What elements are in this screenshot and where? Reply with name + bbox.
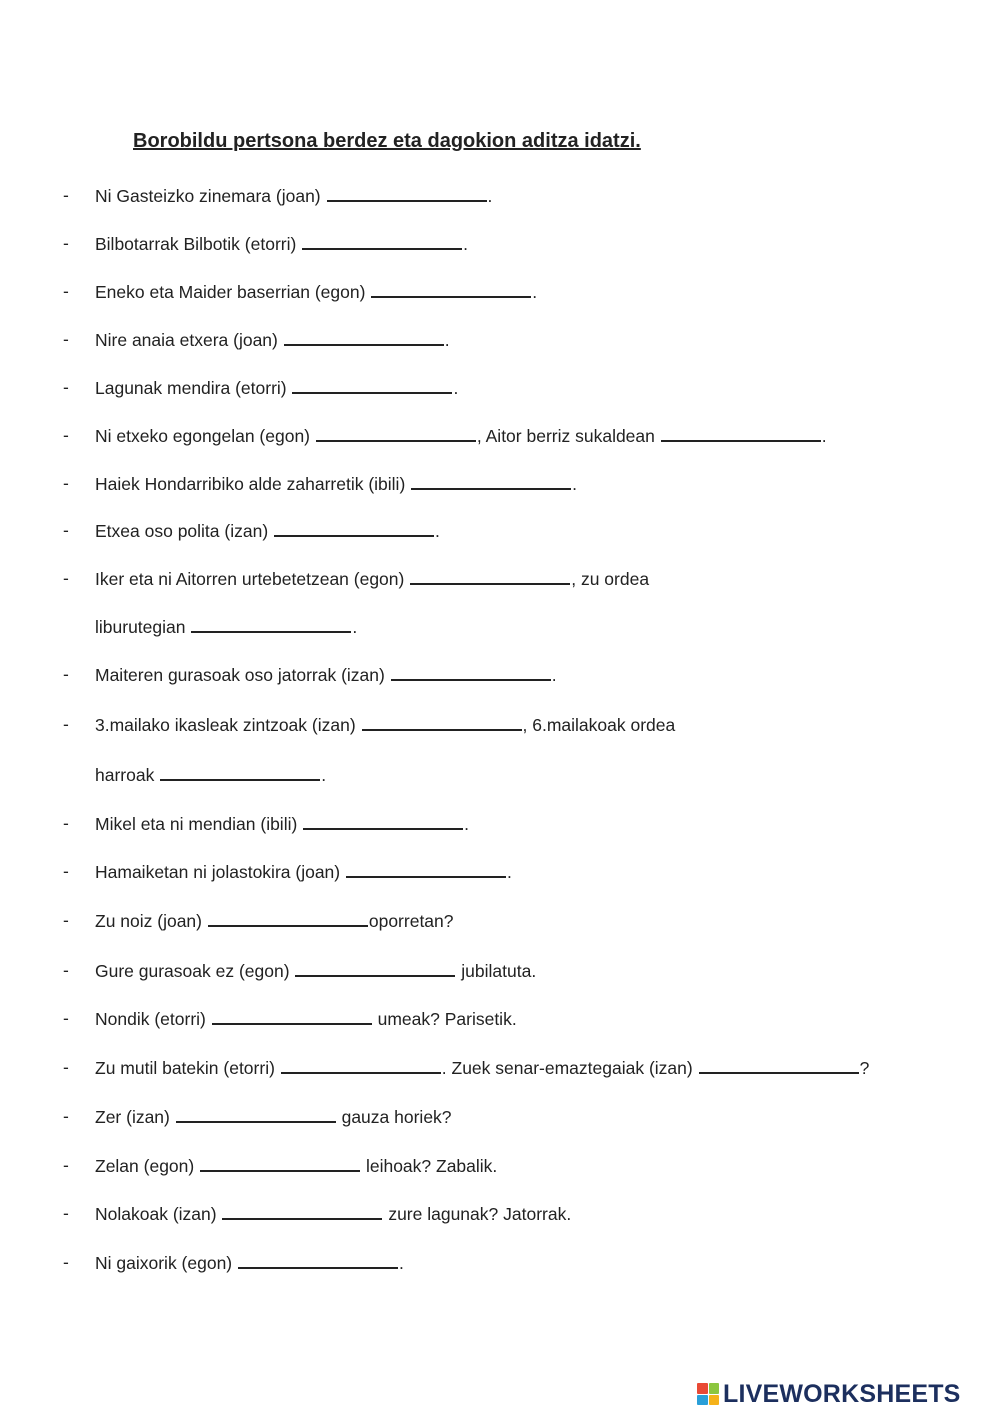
sentence-text: . xyxy=(464,814,470,834)
liveworksheets-logo xyxy=(697,1378,961,1410)
sentence-text: . Zuek senar-emaztegaiak (izan) xyxy=(441,1058,698,1078)
bullet-dash: - xyxy=(63,185,69,205)
sentence-text: leihoak? Zabalik. xyxy=(361,1156,498,1176)
exercise-sentence xyxy=(95,183,492,208)
sentence-text: liburutegian xyxy=(95,617,191,637)
bullet-dash: - xyxy=(63,1155,69,1175)
answer-blank[interactable] xyxy=(303,811,463,830)
exercise-sentence xyxy=(95,662,557,687)
exercise-sentence xyxy=(95,1006,517,1031)
sentence-text: harroak xyxy=(95,765,160,785)
bullet-dash: - xyxy=(63,1106,69,1126)
sentence-text: Zu mutil batekin (etorri) xyxy=(95,1058,280,1078)
bullet-dash: - xyxy=(63,664,69,684)
exercise-sentence xyxy=(95,908,454,933)
sentence-text: Lagunak mendira (etorri) xyxy=(95,378,292,398)
sentence-text: . xyxy=(453,378,459,398)
exercise-sentence xyxy=(95,811,469,836)
exercise-sentence xyxy=(95,566,649,591)
bullet-dash: - xyxy=(63,377,69,397)
sentence-text: jubilatuta. xyxy=(456,961,537,981)
logo-square-2 xyxy=(709,1383,720,1394)
answer-blank[interactable] xyxy=(176,1104,336,1123)
bullet-dash: - xyxy=(63,233,69,253)
worksheet-title: Borobildu pertsona berdez eta dagokion aditza idatzi. xyxy=(133,130,641,152)
answer-blank[interactable] xyxy=(200,1153,360,1172)
answer-blank[interactable] xyxy=(411,471,571,490)
sentence-text: Mikel eta ni mendian (ibili) xyxy=(95,814,303,834)
sentence-text: Bilbotarrak Bilbotik (etorri) xyxy=(95,234,302,254)
sentence-text: Maiteren gurasoak oso jatorrak (izan) xyxy=(95,665,390,685)
bullet-dash: - xyxy=(63,520,69,540)
sentence-text: . xyxy=(487,186,493,206)
exercise-sentence xyxy=(95,762,326,787)
sentence-text: zure lagunak? Jatorrak. xyxy=(383,1204,572,1224)
sentence-text: Zer (izan) xyxy=(95,1107,175,1127)
sentence-text: , zu ordea xyxy=(571,569,650,589)
sentence-text: Gure gurasoak ez (egon) xyxy=(95,961,295,981)
exercise-sentence xyxy=(95,231,468,256)
logo-square-1 xyxy=(697,1383,708,1394)
bullet-dash: - xyxy=(63,960,69,980)
exercise-sentence xyxy=(95,1153,497,1178)
sentence-text: Nondik (etorri) xyxy=(95,1009,211,1029)
bullet-dash: - xyxy=(63,1203,69,1223)
exercise-sentence xyxy=(95,958,536,983)
answer-blank[interactable] xyxy=(281,1055,441,1074)
sentence-text: Nolakoak (izan) xyxy=(95,1204,222,1224)
answer-blank[interactable] xyxy=(362,712,522,731)
bullet-dash: - xyxy=(63,473,69,493)
answer-blank[interactable] xyxy=(316,423,476,442)
sentence-text: 3.mailako ikasleak zintzoak (izan) xyxy=(95,715,361,735)
bullet-dash: - xyxy=(63,910,69,930)
sentence-text: . xyxy=(506,862,512,882)
sentence-text: . xyxy=(321,765,327,785)
answer-blank[interactable] xyxy=(191,614,351,633)
exercise-sentence xyxy=(95,1104,452,1129)
sentence-text: . xyxy=(463,234,469,254)
sentence-text: oporretan? xyxy=(368,911,454,931)
answer-blank[interactable] xyxy=(410,566,570,585)
bullet-dash: - xyxy=(63,425,69,445)
bullet-dash: - xyxy=(63,1008,69,1028)
answer-blank[interactable] xyxy=(238,1250,398,1269)
sentence-text: . xyxy=(399,1253,404,1273)
sentence-text: Nire anaia etxera (joan) xyxy=(95,330,283,350)
answer-blank[interactable] xyxy=(222,1201,382,1220)
answer-blank[interactable] xyxy=(212,1006,372,1025)
sentence-text: umeak? Parisetik. xyxy=(372,1009,517,1029)
exercise-sentence xyxy=(95,1201,571,1226)
sentence-text: Zelan (egon) xyxy=(95,1156,200,1176)
answer-blank[interactable] xyxy=(284,327,444,346)
answer-blank[interactable] xyxy=(346,859,506,878)
bullet-dash: - xyxy=(63,1252,69,1272)
sentence-text: Ni etxeko egongelan (egon) xyxy=(95,426,315,446)
sentence-text: . xyxy=(551,665,557,685)
exercise-sentence xyxy=(95,423,827,448)
sentence-text: Haiek Hondarribiko alde zaharretik (ibili) xyxy=(95,474,411,494)
sentence-text: . xyxy=(572,474,578,494)
sentence-text: Eneko eta Maider baserrian (egon) xyxy=(95,282,371,302)
exercise-sentence xyxy=(95,327,450,352)
sentence-text: Etxea oso polita (izan) xyxy=(95,521,274,541)
exercise-sentence xyxy=(95,518,440,543)
exercise-sentence xyxy=(95,279,537,304)
exercise-sentence xyxy=(95,471,577,496)
sentence-text: . xyxy=(435,521,440,541)
sentence-text: Ni gaixorik (egon) xyxy=(95,1253,237,1273)
exercise-sentence xyxy=(95,712,675,737)
sentence-text: . xyxy=(821,426,827,446)
bullet-dash: - xyxy=(63,329,69,349)
bullet-dash: - xyxy=(63,813,69,833)
exercise-sentence xyxy=(95,375,458,400)
sentence-text: ? xyxy=(859,1058,870,1078)
answer-blank[interactable] xyxy=(295,958,455,977)
answer-blank[interactable] xyxy=(302,231,462,250)
bullet-dash: - xyxy=(63,1057,69,1077)
answer-blank[interactable] xyxy=(327,183,487,202)
sentence-text: . xyxy=(444,330,450,350)
exercise-sentence xyxy=(95,1055,869,1080)
exercise-sentence xyxy=(95,614,357,639)
answer-blank[interactable] xyxy=(371,279,531,298)
sentence-text: , 6.mailakoak ordea xyxy=(522,715,676,735)
sentence-text: . xyxy=(352,617,358,637)
answer-blank[interactable] xyxy=(391,662,551,681)
sentence-text: gauza horiek? xyxy=(336,1107,452,1127)
sentence-text: , Aitor berriz sukaldean xyxy=(476,426,660,446)
sentence-text: Zu noiz (joan) xyxy=(95,911,207,931)
answer-blank[interactable] xyxy=(160,762,320,781)
bullet-dash: - xyxy=(63,714,69,734)
answer-blank[interactable] xyxy=(661,423,821,442)
logo-square-3 xyxy=(697,1395,708,1406)
sentence-text: Iker eta ni Aitorren urtebetetzean (egon) xyxy=(95,569,410,589)
answer-blank[interactable] xyxy=(292,375,452,394)
sentence-text: . xyxy=(532,282,538,302)
bullet-dash: - xyxy=(63,281,69,301)
liveworksheets-logo-icon xyxy=(697,1383,719,1405)
logo-square-4 xyxy=(709,1395,720,1406)
answer-blank[interactable] xyxy=(274,518,434,537)
bullet-dash: - xyxy=(63,861,69,881)
answer-blank[interactable] xyxy=(208,908,368,927)
answer-blank[interactable] xyxy=(699,1055,859,1074)
bullet-dash: - xyxy=(63,568,69,588)
exercise-sentence xyxy=(95,859,512,884)
logo-brand-text: LIVEWORKSHEETS xyxy=(723,1379,961,1408)
sentence-text: Ni Gasteizko zinemara (joan) xyxy=(95,186,326,206)
sentence-text: Hamaiketan ni jolastokira (joan) xyxy=(95,862,345,882)
exercise-sentence xyxy=(95,1250,404,1275)
